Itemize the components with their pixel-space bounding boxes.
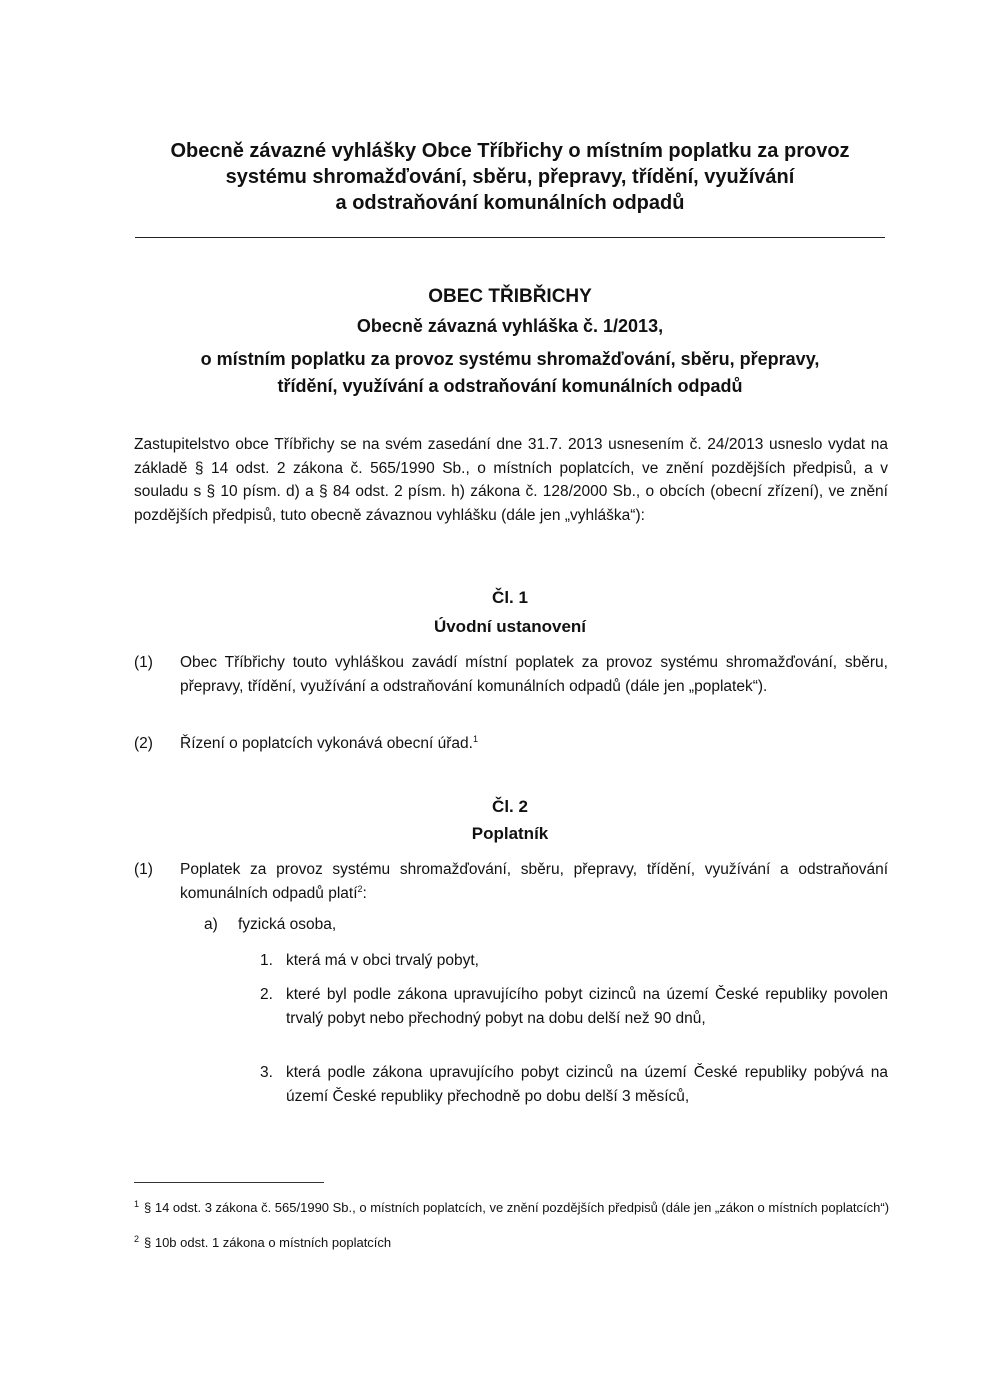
document-title-line-3: a odstraňování komunálních odpadů <box>335 192 685 214</box>
article-2-subitem-2 <box>260 983 888 1030</box>
footnote-2 <box>134 1234 894 1251</box>
footnote-1 <box>134 1199 894 1216</box>
article-2-subitem-3 <box>260 1061 888 1108</box>
ordinance-subject <box>100 346 920 400</box>
paragraph-number: (2) <box>134 735 153 752</box>
preamble: Zastupitelstvo obce Tříbřichy se na svém zasedání dne 31.7. 2013 usnesením č. 24/2013 usneslo vydat na základě § 14 odst. 2 zákona č. 565/1990 Sb., o místních poplatcích, ve znění pozdějších předpisů, a v souladu s § 10 písm. d) a § 84 odst. 2 písm. h) zákona č. 128/2000 Sb., o obcích (obecní zřízení), ve znění pozdějších předpisů, tuto obecně závaznou vyhlášku (dále jen „vyhláška“): <box>134 436 888 524</box>
article-2-subitem-1 <box>260 949 888 973</box>
paragraph-text: Obec Tříbřichy touto vyhláškou zavádí místní poplatek za provoz systému shromažďování, sběru, přepravy, třídění, využívání a odstraňování komunálních odpadů (dále jen „poplatek“). <box>180 654 888 695</box>
subitem-text: která podle zákona upravujícího pobyt cizinců na území České republiky pobývá na území České republiky přechodně po dobu delší 3 měsíců, <box>286 1064 888 1105</box>
item-letter: a) <box>204 916 218 933</box>
footnote-mark: 1 <box>134 1199 140 1209</box>
article-1-heading: Úvodní ustanovení <box>433 617 587 636</box>
item-text: fyzická osoba, <box>238 916 337 933</box>
article-2-paragraph-1 <box>134 858 888 905</box>
paragraph-text-wrap <box>180 858 888 905</box>
ordinance-subject-line-2: třídění, využívání a odstraňování komunálních odpadů <box>277 376 743 396</box>
subitem-number: 1. <box>260 952 273 969</box>
footnote-text: § 10b odst. 1 zákona o místních poplatcích <box>144 1235 392 1250</box>
article-2-item-a <box>204 913 888 937</box>
paragraph-text-tail: : <box>362 884 367 902</box>
paragraph-text: Poplatek za provoz systému shromažďování, sběru, přepravy, třídění, využívání a odstraňování komunálních odpadů platí <box>180 861 888 902</box>
ordinance-subject-line-1: o místním poplatku za provoz systému shromažďování, sběru, přepravy, <box>200 349 820 369</box>
subitem-text: která má v obci trvalý pobyt, <box>286 952 479 969</box>
footnote-text: § 14 odst. 3 zákona č. 565/1990 Sb., o místních poplatcích, ve znění pozdějších předpisů (dále jen „zákon o místních poplatcích“) <box>144 1200 890 1215</box>
article-1-number: Čl. 1 <box>492 588 528 607</box>
municipality-name: OBEC TŘIBŘICHY <box>428 286 592 307</box>
subitem-number: 3. <box>260 1064 273 1081</box>
subitem-number: 2. <box>260 986 273 1003</box>
footnote-ref-2[interactable]: 2 <box>357 883 363 894</box>
title-divider <box>135 237 885 238</box>
footnote-ref-1[interactable]: 1 <box>472 733 478 744</box>
subitem-text: které byl podle zákona upravujícího pobyt cizinců na území České republiky povolen trvalý pobyt nebo přechodný pobyt na dobu delší než 90 dnů, <box>286 986 888 1027</box>
document-title <box>100 138 920 216</box>
paragraph-text-wrap <box>180 732 888 756</box>
article-2-number: Čl. 2 <box>492 797 528 816</box>
document-title-line-2: systému shromažďování, sběru, přepravy, třídění, využívání <box>225 166 795 188</box>
footnote-divider <box>134 1182 324 1183</box>
footnote-mark: 2 <box>134 1234 140 1244</box>
paragraph-number: (1) <box>134 654 153 671</box>
document-title-line-1: Obecně závazné vyhlášky Obce Tříbřichy o místním poplatku za provoz <box>170 140 850 162</box>
paragraph-number: (1) <box>134 861 153 878</box>
article-1-paragraph-1 <box>134 651 888 698</box>
article-2-heading: Poplatník <box>471 824 549 843</box>
article-1-paragraph-2 <box>134 732 888 756</box>
ordinance-number: Obecně závazná vyhláška č. 1/2013, <box>356 316 664 336</box>
paragraph-text: Řízení o poplatcích vykonává obecní úřad. <box>180 735 473 752</box>
